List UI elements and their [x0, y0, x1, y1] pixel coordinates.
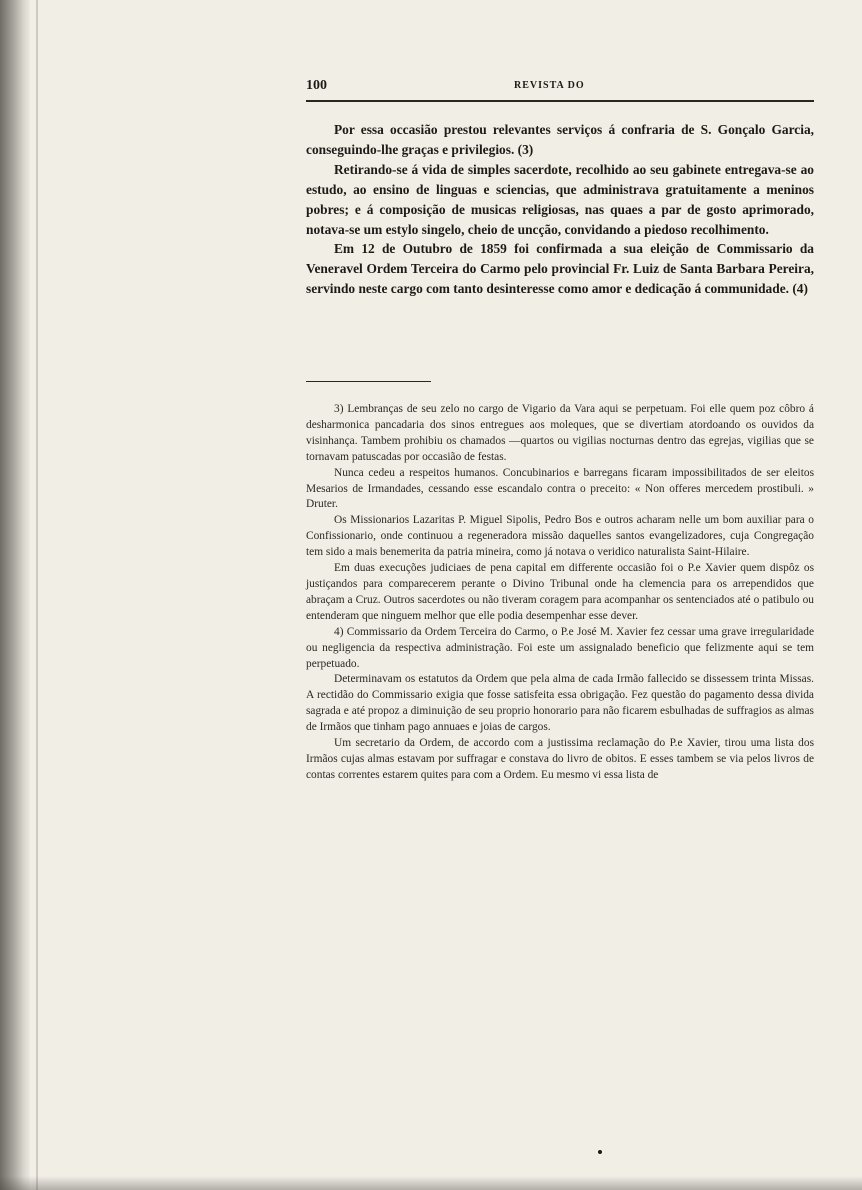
footnote-paragraph: Determinavam os estatutos da Ordem que pela alma de cada Irmão fallecido se dissessem trinta Missas. A rectidão do Commissario exigia que fosse satisfeita essa obrigação. Fez questão do pagamento dessa divida sagrada e até propoz a diminuição de seu proprio honorario para não ficarem esbulhadas de suffragios as almas de Irmãos que tinham pago annuaes e joias de cargos. [306, 673, 814, 734]
footnote-paragraph: 3) Lembranças de seu zelo no cargo de Vigario da Vara aqui se perpetuam. Foi elle quem poz côbro á desharmonica pancadaria dos sinos entregues aos moleques, que se divertiam atordoando os ouvidos da visinhança. Tambem prohibiu os chamados —quartos ou vigilias nocturnas dentro das egrejas, vigilias que se tornavam patuscadas por occasião de festas. [306, 403, 814, 463]
footnote-paragraph: Um secretario da Ordem, de accordo com a justissima reclamação do P.e Xavier, tirou uma lista dos Irmãos cujas almas estavam por suffragar e constava do livro de obitos. E esses tambem se via pelos livros de contas correntes estarem quites para com a Ordem. Eu mesmo vi essa lista de [306, 737, 814, 781]
running-head: REVISTA DO [514, 80, 585, 91]
page-number: 100 [306, 78, 327, 93]
main-body-text [306, 120, 814, 299]
footnotes [306, 402, 814, 784]
body-paragraph: Retirando-se á vida de simples sacerdote, recolhido ao seu gabinete entregava-se ao estudo, ao ensino de linguas e sciencias, que administrava gratuitamente a meninos pobres; e á composição de musicas religiosas, nas quaes a par de gosto aprimorado, notava-se um estylo singelo, cheio de uncção, convidando a piedoso recolhimento. [306, 161, 814, 237]
page-bottom-shadow [0, 1176, 862, 1190]
footnote-paragraph: Em duas execuções judiciaes de pena capital em differente occasião foi o P.e Xavier quem dispôz os justiçandos para comparecerem perante o Divino Tribunal onde ha clemencia para os arrependidos que abraçam a Cruz. Outros sacerdotes ou não tiveram coragem para acompanhar os sentenciados até o patibulo ou entenderam que ninguem melhor que elle podia desempenhar esse dever. [306, 562, 814, 622]
gutter-line [36, 0, 38, 1190]
footnote-paragraph: Os Missionarios Lazaritas P. Miguel Sipolis, Pedro Bos e outros acharam nelle um bom auxiliar para o Confissionario, onde continuou a regeneradora missão daquelles santos evangelizadores, cuja Congregação tem sido a mais benemerita da patria mineira, como já notava o veridico naturalista Saint-Hilaire. [306, 514, 814, 559]
book-spine-shadow [0, 0, 30, 1190]
footnote-paragraph: 4) Commissario da Ordem Terceira do Carmo, o P.e José M. Xavier fez cessar uma grave irregularidade ou negligencia da respectiva administração. Foi este um assignalado beneficio que felizmente aqui se tem perpetuado. [306, 625, 814, 670]
footnote-separator [306, 381, 431, 382]
body-paragraph: Em 12 de Outubro de 1859 foi confirmada a sua eleição de Commissario da Veneravel Ordem Terceira do Carmo pelo provincial Fr. Luiz de Santa Barbara Pereira, servindo neste cargo com tanto desinteresse como amor e dedicação á communidade. (4) [306, 241, 814, 297]
ink-mark [598, 1150, 602, 1154]
body-paragraph: Por essa occasião prestou relevantes serviços á confraria de S. Gonçalo Garcia, conseguindo-lhe graças e privilegios. (3) [306, 122, 814, 157]
footnote-paragraph: Nunca cedeu a respeitos humanos. Concubinarios e barregans ficaram impossibilitados de ser eleitos Mesarios de Irmandades, cessando esse escandalo contra o preceito: « Non offeres mercedem prostibuli. » Druter. [306, 466, 814, 511]
page-header [306, 78, 814, 102]
